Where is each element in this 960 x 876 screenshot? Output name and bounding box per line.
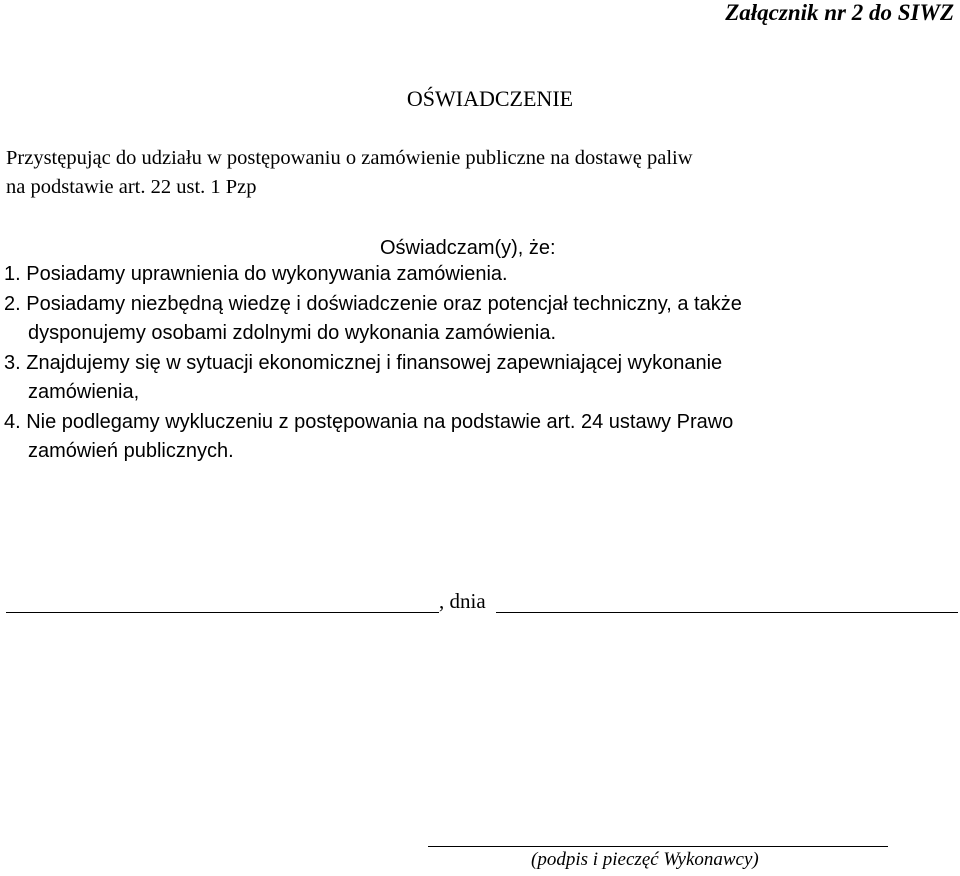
declaration-list — [4, 260, 954, 467]
signature-blank-line — [428, 846, 888, 847]
declaration-item — [4, 290, 954, 349]
annex-heading: Załącznik nr 2 do SIWZ — [725, 0, 954, 25]
date-blank-line — [496, 612, 958, 613]
declaration-item-line: zamówienia, — [28, 381, 140, 403]
declaration-item — [4, 260, 954, 290]
declaration-item-line: 3. Znajdujemy się w sytuacji ekonomicznej i finansowej zapewniającej wykonanie — [4, 351, 723, 374]
declaration-item-line: 1. Posiadamy uprawnienia do wykonywania zamówienia. — [4, 263, 508, 285]
declaration-item — [4, 349, 954, 408]
date-separator: , dnia — [439, 589, 486, 613]
place-blank-line — [6, 612, 439, 613]
declaration-item-line: dysponujemy osobami zdolnymi do wykonania zamówienia. — [28, 322, 557, 344]
document-title: OŚWIADCZENIE — [406, 86, 574, 111]
intro-paragraph — [6, 144, 946, 202]
declaration-item-line: zamówień publicznych. — [28, 440, 234, 462]
signature-caption: (podpis i pieczęć Wykonawcy) — [531, 849, 759, 870]
declaration-item — [4, 408, 954, 467]
declaration-item-line: 4. Nie podlegamy wykluczeniu z postępowania na podstawie art. 24 ustawy Prawo — [4, 410, 734, 433]
place-date-row — [6, 587, 958, 617]
declaration-lead: Oświadczam(y), że: — [380, 237, 556, 259]
intro-line: Przystępując do udziału w postępowaniu o zamówienie publiczne na dostawę paliw — [6, 147, 693, 169]
intro-line: na podstawie art. 22 ust. 1 Pzp — [6, 176, 257, 198]
declaration-item-line: 2. Posiadamy niezbędną wiedzę i doświadczenie oraz potencjał techniczny, a także — [4, 292, 742, 315]
